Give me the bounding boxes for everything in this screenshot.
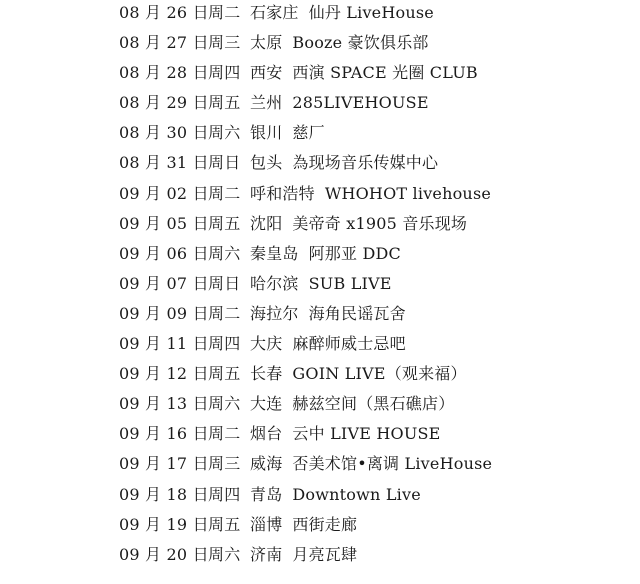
schedule-row [119,362,492,392]
show-date: 09 月 17 日 [119,454,209,474]
schedule-row [119,212,492,242]
schedule-row [119,91,492,121]
show-weekday: 周四 [208,334,241,354]
show-venue: SUB LIVE [308,273,392,293]
show-venue: 仙丹 LiveHouse [308,3,434,22]
show-city: 太原 [250,33,283,53]
show-date: 09 月 16 日 [119,424,209,444]
show-venue: 麻醉师威士忌吧 [292,334,406,354]
show-weekday: 周二 [208,3,241,22]
show-date: 08 月 29 日 [119,93,209,113]
schedule-row [119,1,492,31]
show-city: 烟台 [250,424,283,444]
show-date: 09 月 02 日 [119,183,209,203]
show-weekday: 周日 [208,153,241,173]
show-weekday: 周日 [208,273,241,293]
schedule-row [119,332,492,362]
show-venue: 赫兹空间（黑石礁店） [292,394,455,414]
show-city: 哈尔滨 [250,273,299,293]
show-venue: 為现场音乐传媒中心 [292,153,439,173]
schedule-row [119,452,492,482]
show-city: 包头 [250,153,283,173]
show-date: 09 月 05 日 [119,213,209,233]
show-city: 淄博 [250,514,283,534]
show-city: 兰州 [250,93,283,113]
show-city: 海拉尔 [250,303,299,323]
show-city: 威海 [250,454,283,474]
show-date: 08 月 30 日 [119,123,209,143]
show-venue: GOIN LIVE（观来福） [292,364,467,384]
show-venue: 否美术馆•离调 LiveHouse [292,454,493,474]
show-date: 09 月 13 日 [119,394,209,414]
show-city: 大连 [250,394,283,414]
show-date: 09 月 20 日 [119,544,209,564]
show-date: 09 月 11 日 [119,334,209,354]
show-venue: 月亮瓦肆 [292,544,358,564]
show-date: 09 月 09 日 [119,303,209,323]
show-city: 银川 [250,123,283,143]
schedule-row [119,422,492,452]
schedule-row [119,392,492,422]
schedule-row [119,61,492,91]
show-city: 长春 [250,364,283,384]
show-weekday: 周二 [208,183,241,203]
show-weekday: 周五 [208,93,241,113]
show-date: 08 月 31 日 [119,153,209,173]
tour-schedule [119,1,492,573]
schedule-row [119,31,492,61]
show-venue: 美帝奇 x1905 音乐现场 [292,213,468,233]
schedule-row [119,302,492,332]
show-city: 石家庄 [250,3,299,22]
show-weekday: 周二 [208,303,241,323]
show-weekday: 周六 [208,123,241,143]
schedule-row [119,272,492,302]
show-weekday: 周五 [208,364,241,384]
show-weekday: 周四 [208,484,241,504]
show-weekday: 周五 [208,514,241,534]
show-weekday: 周六 [208,243,241,263]
show-venue: 阿那亚 DDC [308,243,401,263]
show-date: 09 月 12 日 [119,364,209,384]
show-date: 09 月 19 日 [119,514,209,534]
schedule-row [119,513,492,543]
schedule-row [119,242,492,272]
show-city: 青岛 [250,484,283,504]
show-venue: 西街走廊 [292,514,358,534]
show-date: 09 月 07 日 [119,273,209,293]
show-date: 09 月 18 日 [119,484,209,504]
show-date: 08 月 26 日 [119,3,209,22]
schedule-row [119,151,492,181]
show-city: 秦皇岛 [250,243,299,263]
show-date: 08 月 28 日 [119,63,209,83]
show-weekday: 周三 [208,454,241,474]
show-venue: Booze 豪饮俱乐部 [292,33,429,53]
show-weekday: 周二 [208,424,241,444]
show-venue: 慈厂 [292,123,325,143]
show-venue: 285LIVEHOUSE [292,93,429,113]
show-city: 西安 [250,63,283,83]
show-date: 08 月 27 日 [119,33,209,53]
show-venue: Downtown Live [292,484,421,504]
show-weekday: 周四 [208,63,241,83]
show-city: 济南 [250,544,283,564]
show-venue: 云中 LIVE HOUSE [292,424,441,444]
schedule-row [119,483,492,513]
schedule-row [119,182,492,212]
schedule-row [119,543,492,573]
show-weekday: 周六 [208,394,241,414]
show-city: 呼和浩特 [250,183,315,203]
show-weekday: 周三 [208,33,241,53]
show-city: 沈阳 [250,213,283,233]
show-weekday: 周六 [208,544,241,564]
show-venue: 西演 SPACE 光圈 CLUB [292,63,478,83]
show-date: 09 月 06 日 [119,243,209,263]
show-venue: 海角民谣瓦舍 [308,303,406,323]
schedule-row [119,121,492,151]
show-city: 大庆 [250,334,283,354]
show-weekday: 周五 [208,213,241,233]
show-venue: WHOHOT livehouse [324,183,492,203]
